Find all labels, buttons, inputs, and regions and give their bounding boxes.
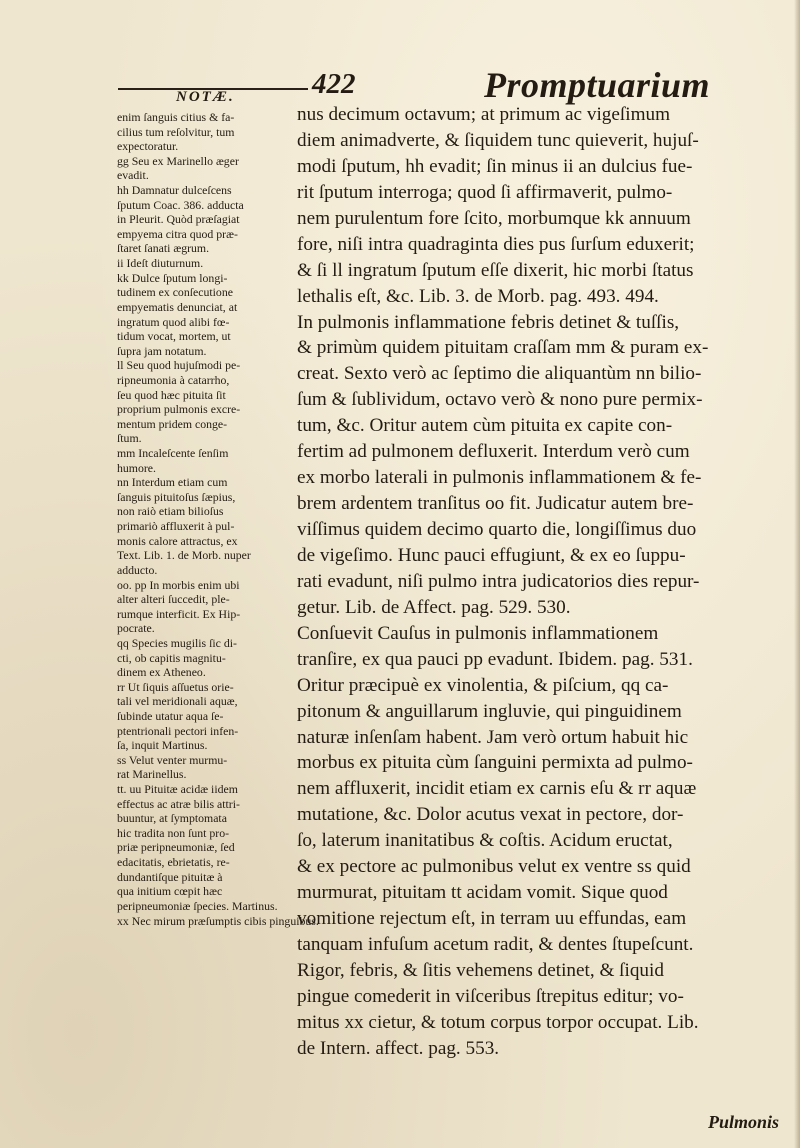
note-line: qua initium cœpit hæc bbox=[117, 884, 223, 899]
text-line: Rigor, febris, & ſitis vehemens detinet, & ſiquid bbox=[297, 959, 664, 981]
note-line: empyema citra quod præ- bbox=[117, 226, 238, 241]
note-line: kk Dulce ſputum longi- bbox=[117, 270, 228, 285]
note-line: alter alteri ſuccedit, ple- bbox=[117, 592, 230, 607]
note-line: ſputum Coac. 386. adducta bbox=[117, 197, 244, 212]
text-line: rit ſputum interroga; quod ſi affirmaverit, pulmo- bbox=[297, 181, 673, 203]
note-line: edacitatis, ebrietatis, re- bbox=[117, 855, 230, 870]
note-line: hh Damnatur dulceſcens bbox=[117, 183, 232, 198]
note-line: evadit. bbox=[117, 168, 149, 183]
text-line: ſo, laterum inanitatibus & coſtis. Acidum eructat, bbox=[297, 830, 673, 852]
text-line: rati evadunt, niſi pulmo intra judicatorios dies repur- bbox=[297, 570, 700, 592]
text-line: Conſuevit Cauſus in pulmonis inflammationem bbox=[297, 622, 659, 644]
note-line: mm Incaleſcente ſenſim bbox=[117, 446, 229, 461]
note-line: dundantiſque pituitæ à bbox=[117, 869, 223, 884]
catchword: Pulmonis bbox=[708, 1112, 780, 1132]
page-number: 422 bbox=[312, 68, 356, 100]
note-line: cti, ob capitis magnitu- bbox=[117, 650, 226, 665]
note-line: tt. uu Pituitæ acidæ iidem bbox=[117, 782, 238, 797]
text-line: murmurat, pituitam tt acidam vomit. Sique quod bbox=[297, 882, 668, 904]
note-line: expectoratur. bbox=[117, 139, 179, 154]
text-line: de Intern. affect. pag. 553. bbox=[297, 1037, 500, 1059]
text-line: modi ſputum, hh evadit; ſin minus ii an dulcius fue- bbox=[297, 155, 693, 177]
text-line: viſſimus quidem decimo quarto die, longiſſimus duo bbox=[297, 519, 697, 540]
text-line: mitus xx cietur, & totum corpus torpor occupat. Lib. bbox=[297, 1011, 699, 1033]
text-line: & ſi ll ingratum ſputum eſſe dixerit, hic morbi ſtatus bbox=[297, 259, 694, 281]
note-line: ingratum quod alibi fœ- bbox=[117, 314, 230, 329]
note-line: proprium pulmonis excre- bbox=[117, 402, 241, 417]
note-line: pocrate. bbox=[117, 621, 155, 636]
note-line: oo. pp In morbis enim ubi bbox=[117, 577, 240, 592]
text-line: diem animadverte, & ſiquidem tunc quieverit, hujuſ- bbox=[297, 129, 699, 151]
note-line: adducto. bbox=[117, 562, 158, 577]
note-line: ll Seu quod hujuſmodi pe- bbox=[117, 358, 241, 373]
note-line: priæ peripneumoniæ, ſed bbox=[117, 840, 235, 855]
notes-heading: NOTÆ. bbox=[176, 89, 235, 105]
note-line: gg Seu ex Marinello æger bbox=[117, 153, 239, 168]
note-line: in Pleurit. Quòd præſagiat bbox=[117, 212, 240, 227]
note-line: ss Velut venter murmu- bbox=[117, 752, 228, 767]
note-line: buuntur, at ſymptomata bbox=[117, 811, 227, 826]
note-line: ſeu quod hæc pituita ſit bbox=[117, 387, 226, 402]
main-text-column bbox=[297, 102, 793, 1062]
text-line: naturæ inſenſam habent. Jam verò ortum habuit hic bbox=[297, 726, 689, 748]
note-line: ſubinde utatur aqua ſe- bbox=[117, 708, 224, 723]
note-line: tidum vocat, mortem, ut bbox=[117, 329, 231, 344]
note-line: humore. bbox=[117, 460, 156, 475]
note-line: mentum pridem conge- bbox=[117, 416, 228, 431]
note-line: primariò affluxerit à pul- bbox=[117, 519, 235, 534]
note-line: tudinem ex conſecutione bbox=[117, 285, 233, 300]
text-line: getur. Lib. de Affect. pag. 529. 530. bbox=[297, 596, 571, 618]
text-line: vomitione rejectum eſt, in terram uu effundas, eam bbox=[297, 908, 687, 930]
text-line: & primùm quidem pituitam craſſam mm & puram ex- bbox=[297, 337, 709, 359]
text-line: & ex pectore ac pulmonibus velut ex ventre ss quid bbox=[297, 856, 691, 878]
note-line: dinem ex Atheneo. bbox=[117, 665, 206, 680]
note-line: nn Interdum etiam cum bbox=[117, 475, 228, 490]
note-line: ſtum. bbox=[117, 431, 142, 446]
text-line: morbus ex pituita cùm ſanguini permixta ad pulmo- bbox=[297, 752, 693, 774]
text-line: In pulmonis inflammatione febris detinet & tuſſis, bbox=[297, 311, 680, 333]
text-line: brem ardentem tranſitus oo fit. Judicatur autem bre- bbox=[297, 493, 694, 515]
text-line: Oritur præcipuè ex vinolentia, & piſcium, qq ca- bbox=[297, 674, 669, 696]
text-line: mutatione, &c. Dolor acutus vexat in pectore, dor- bbox=[297, 804, 684, 826]
marginal-notes-column bbox=[117, 110, 319, 928]
text-line: nem affluxerit, incidit etiam ex carnis eſu & rr aquæ bbox=[297, 778, 697, 800]
note-line: Text. Lib. 1. de Morb. nuper bbox=[117, 548, 251, 563]
note-line: ſa, inquit Martinus. bbox=[117, 738, 208, 753]
text-line: tanquam infuſum acetum radit, & dentes ſtupeſcunt. bbox=[297, 934, 694, 955]
note-line: peripneumoniæ ſpecies. Martinus. bbox=[117, 898, 278, 913]
note-line: cilius tum reſolvitur, tum bbox=[117, 124, 235, 139]
text-line: fertim ad pulmonem defluxerit. Interdum verò cum bbox=[297, 441, 690, 463]
text-line: ſum & ſublividum, octavo verò & nono pure permix- bbox=[297, 389, 703, 411]
text-line: tum, &c. Oritur autem cùm pituita ex capite con- bbox=[297, 415, 673, 437]
note-line: qq Species mugilis ſic di- bbox=[117, 635, 237, 650]
note-line: xx Nec mirum præſumptis cibis pinguibus. bbox=[117, 913, 319, 928]
text-line: ex morbo laterali in pulmonis inflammationem & fe- bbox=[297, 467, 702, 489]
note-line: ptentrionali pectori infen- bbox=[117, 723, 239, 738]
text-line: de vigeſimo. Hunc pauci effugiunt, & ex eo ſuppu- bbox=[297, 544, 686, 566]
note-line: rat Marinellus. bbox=[117, 767, 187, 782]
note-line: non raiò etiam bilioſus bbox=[117, 504, 224, 519]
note-line: rumque interficit. Ex Hip- bbox=[117, 606, 241, 621]
text-line: fore, niſi intra quadraginta dies pus ſurſum eduxerit; bbox=[297, 233, 695, 255]
note-line: ſupra jam notatum. bbox=[117, 343, 207, 358]
page-edge-shadow bbox=[794, 0, 800, 1148]
note-line: enim ſanguis citius & fa- bbox=[117, 110, 235, 124]
note-line: ripneumonia à catarrho, bbox=[117, 372, 230, 387]
text-line: tranſire, ex qua pauci pp evadunt. Ibidem. pag. 531. bbox=[297, 648, 693, 670]
text-line: lethalis eſt, &c. Lib. 3. de Morb. pag. 493. 494. bbox=[297, 285, 659, 307]
note-line: ſtaret ſanati ægrum. bbox=[117, 241, 210, 256]
running-title: Promptuarium bbox=[484, 65, 711, 105]
text-line: pitonum & anguillarum ingluvie, qui pinguidinem bbox=[297, 700, 682, 722]
note-line: hic tradita non ſunt pro- bbox=[117, 825, 230, 840]
text-line: nem purulentum fore ſcito, morbumque kk annuum bbox=[297, 207, 691, 229]
text-line: nus decimum octavum; at primum ac vigeſimum bbox=[297, 104, 671, 125]
note-line: empyematis denunciat, at bbox=[117, 299, 238, 314]
text-line: creat. Sexto verò ac ſeptimo die aliquantùm nn bilio- bbox=[297, 363, 702, 385]
note-line: rr Ut ſiquis aſſuetus orie- bbox=[117, 679, 234, 694]
note-line: monis calore attractus, ex bbox=[117, 533, 238, 548]
note-line: ii Ideſt diuturnum. bbox=[117, 256, 204, 271]
text-line: pingue comederit in viſceribus ſtrepitus editur; vo- bbox=[297, 985, 684, 1007]
note-line: effectus ac atræ bilis attri- bbox=[117, 796, 240, 811]
note-line: ſanguis pituitoſus ſæpius, bbox=[117, 489, 236, 504]
note-line: tali vel meridionali aquæ, bbox=[117, 694, 238, 709]
